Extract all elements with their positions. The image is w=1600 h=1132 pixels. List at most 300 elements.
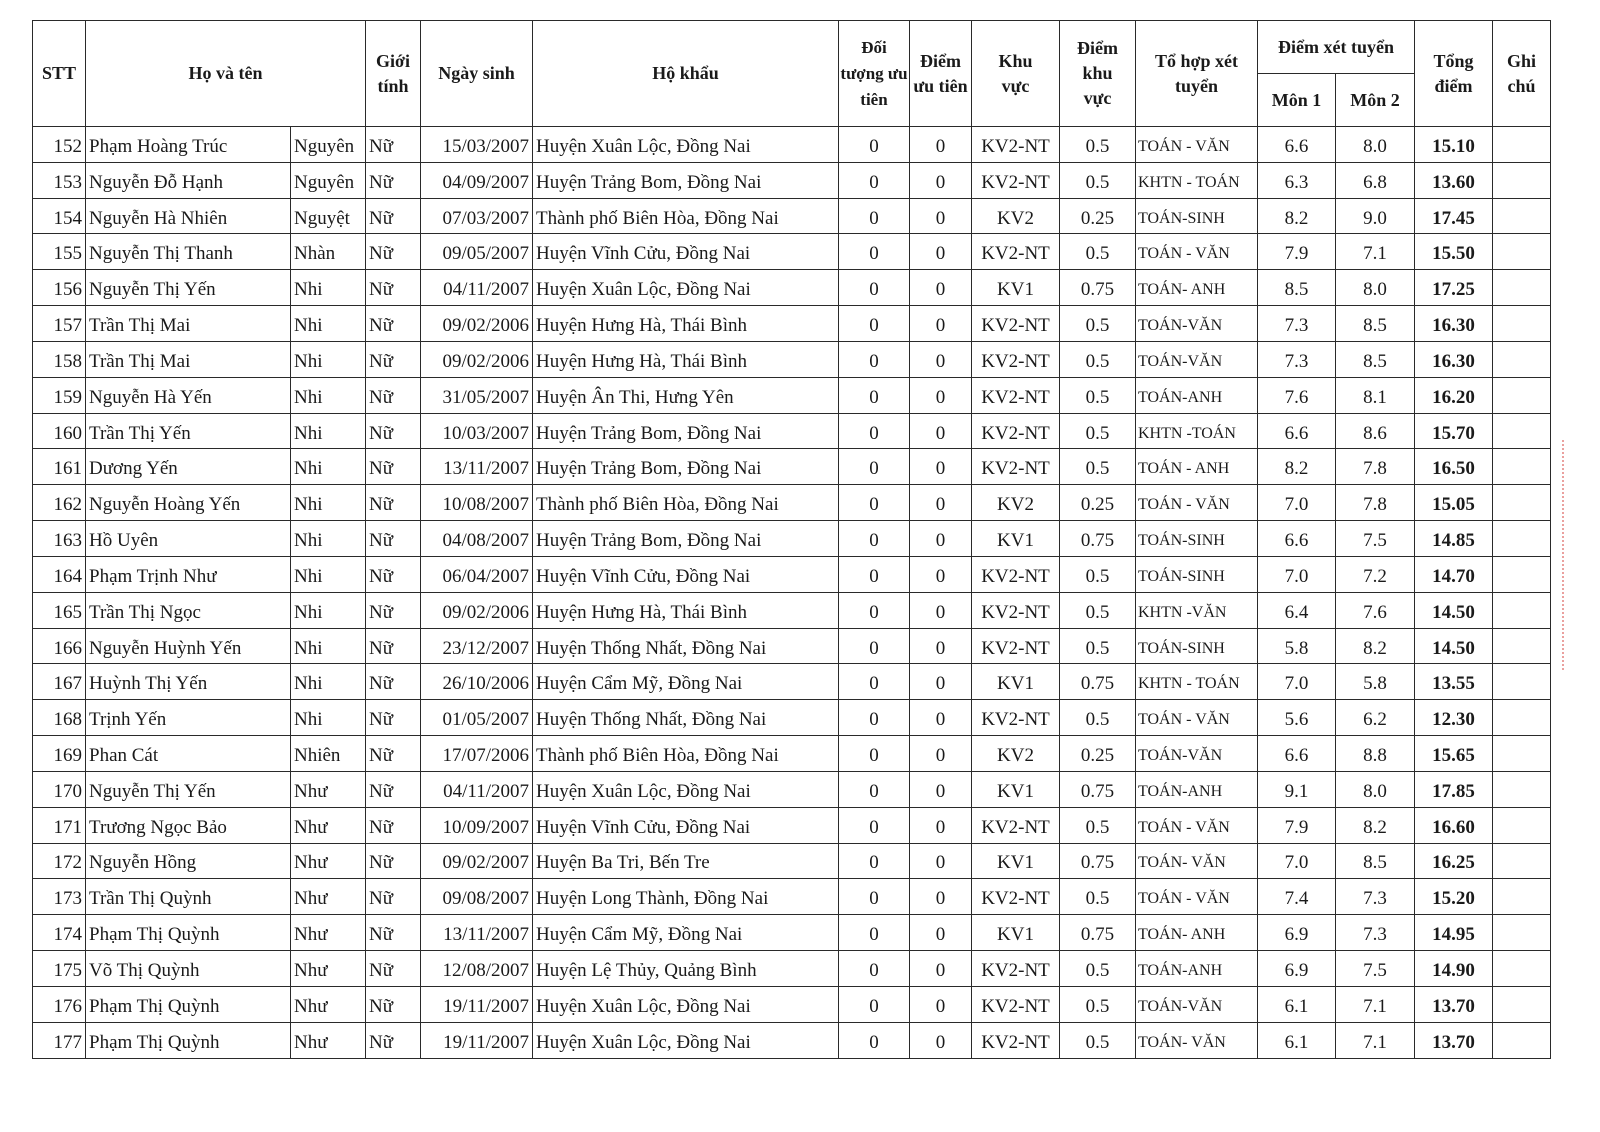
cell-given-name: Nhi [291,485,366,521]
cell-priority-group: 0 [839,915,910,951]
cell-dob: 15/03/2007 [421,127,533,163]
cell-region-score: 0.5 [1060,879,1136,915]
cell-dob: 09/02/2006 [421,592,533,628]
cell-given-name: Nhiên [291,736,366,772]
table-row [33,270,1551,306]
cell-stt: 156 [33,270,86,306]
cell-priority-group: 0 [839,234,910,270]
cell-subject-2: 7.1 [1336,986,1415,1022]
cell-dob: 04/09/2007 [421,162,533,198]
cell-dob: 26/10/2006 [421,664,533,700]
table-row [33,234,1551,270]
cell-surname: Dương Yến [86,449,291,485]
cell-hometown: Huyện Hưng Hà, Thái Bình [533,592,839,628]
cell-subject-1: 5.6 [1258,700,1336,736]
cell-gender: Nữ [366,879,421,915]
table-row [33,664,1551,700]
cell-given-name: Như [291,771,366,807]
cell-subject-1: 7.3 [1258,341,1336,377]
cell-subject-2: 7.5 [1336,521,1415,557]
cell-hometown: Huyện Vĩnh Cửu, Đồng Nai [533,807,839,843]
cell-priority-group: 0 [839,807,910,843]
table-row [33,628,1551,664]
cell-dob: 09/02/2006 [421,306,533,342]
cell-priority-group: 0 [839,700,910,736]
cell-hometown: Huyện Xuân Lộc, Đồng Nai [533,270,839,306]
cell-surname: Nguyễn Huỳnh Yến [86,628,291,664]
cell-surname: Phạm Thị Quỳnh [86,986,291,1022]
cell-surname: Nguyễn Hoàng Yến [86,485,291,521]
cell-subject-2: 8.5 [1336,341,1415,377]
cell-given-name: Nhi [291,377,366,413]
cell-priority-score: 0 [910,127,972,163]
cell-total: 14.50 [1415,592,1493,628]
cell-stt: 176 [33,986,86,1022]
cell-surname: Nguyễn Thị Thanh [86,234,291,270]
header-gender: Giới tính [366,21,421,127]
cell-dob: 13/11/2007 [421,449,533,485]
cell-priority-score: 0 [910,270,972,306]
cell-subject-2: 9.0 [1336,198,1415,234]
cell-subject-2: 8.5 [1336,306,1415,342]
cell-hometown: Huyện Hưng Hà, Thái Bình [533,341,839,377]
header-subject-2: Môn 2 [1336,74,1415,127]
cell-priority-group: 0 [839,592,910,628]
cell-region-score: 0.5 [1060,449,1136,485]
cell-note [1493,879,1551,915]
cell-given-name: Nhi [291,270,366,306]
cell-combo: TOÁN - VĂN [1136,234,1258,270]
cell-total: 14.70 [1415,556,1493,592]
header-region-score: Điểm khu vực [1060,21,1136,127]
cell-gender: Nữ [366,377,421,413]
cell-gender: Nữ [366,986,421,1022]
cell-priority-group: 0 [839,198,910,234]
cell-region: KV1 [972,270,1060,306]
cell-subject-1: 5.8 [1258,628,1336,664]
cell-combo: TOÁN-SINH [1136,556,1258,592]
cell-note [1493,843,1551,879]
cell-surname: Nguyễn Thị Yến [86,771,291,807]
cell-stt: 160 [33,413,86,449]
cell-dob: 09/02/2006 [421,341,533,377]
cell-priority-score: 0 [910,843,972,879]
cell-priority-score: 0 [910,306,972,342]
header-dob: Ngày sinh [421,21,533,127]
cell-priority-group: 0 [839,413,910,449]
cell-subject-1: 6.9 [1258,915,1336,951]
cell-stt: 152 [33,127,86,163]
cell-dob: 09/02/2007 [421,843,533,879]
table-header [33,21,1551,127]
cell-dob: 01/05/2007 [421,700,533,736]
cell-priority-group: 0 [839,485,910,521]
header-priority-score: Điểm ưu tiên [910,21,972,127]
cell-priority-group: 0 [839,771,910,807]
cell-hometown: Huyện Trảng Bom, Đồng Nai [533,449,839,485]
cell-subject-2: 6.8 [1336,162,1415,198]
cell-priority-group: 0 [839,127,910,163]
cell-gender: Nữ [366,234,421,270]
cell-given-name: Nhi [291,341,366,377]
cell-total: 17.25 [1415,270,1493,306]
cell-dob: 10/08/2007 [421,485,533,521]
cell-subject-1: 7.9 [1258,234,1336,270]
cell-hometown: Thành phố Biên Hòa, Đồng Nai [533,736,839,772]
table-row [33,198,1551,234]
cell-region-score: 0.5 [1060,341,1136,377]
cell-surname: Phan Cát [86,736,291,772]
cell-stt: 165 [33,592,86,628]
cell-note [1493,341,1551,377]
cell-priority-group: 0 [839,628,910,664]
cell-surname: Hồ Uyên [86,521,291,557]
cell-hometown: Huyện Xuân Lộc, Đồng Nai [533,771,839,807]
cell-region: KV2-NT [972,306,1060,342]
cell-priority-score: 0 [910,628,972,664]
cell-subject-1: 7.0 [1258,664,1336,700]
cell-subject-2: 7.2 [1336,556,1415,592]
cell-total: 14.85 [1415,521,1493,557]
cell-priority-group: 0 [839,556,910,592]
cell-given-name: Nhi [291,449,366,485]
cell-subject-1: 6.9 [1258,951,1336,987]
cell-stt: 168 [33,700,86,736]
cell-hometown: Huyện Xuân Lộc, Đồng Nai [533,1022,839,1058]
cell-dob: 07/03/2007 [421,198,533,234]
cell-dob: 06/04/2007 [421,556,533,592]
cell-subject-1: 6.1 [1258,986,1336,1022]
cell-priority-score: 0 [910,807,972,843]
cell-surname: Trương Ngọc Bảo [86,807,291,843]
cell-subject-2: 8.1 [1336,377,1415,413]
cell-given-name: Như [291,807,366,843]
cell-surname: Nguyễn Đỗ Hạnh [86,162,291,198]
cell-combo: TOÁN- VĂN [1136,1022,1258,1058]
cell-gender: Nữ [366,556,421,592]
cell-note [1493,986,1551,1022]
cell-priority-group: 0 [839,1022,910,1058]
cell-surname: Trần Thị Yến [86,413,291,449]
cell-gender: Nữ [366,521,421,557]
cell-stt: 154 [33,198,86,234]
cell-note [1493,736,1551,772]
cell-hometown: Thành phố Biên Hòa, Đồng Nai [533,485,839,521]
cell-gender: Nữ [366,664,421,700]
cell-priority-score: 0 [910,449,972,485]
cell-priority-group: 0 [839,879,910,915]
header-region: Khu vực [972,21,1060,127]
cell-surname: Phạm Hoàng Trúc [86,127,291,163]
cell-combo: TOÁN-ANH [1136,377,1258,413]
header-admission-scores: Điểm xét tuyển [1258,21,1415,74]
cell-dob: 04/11/2007 [421,270,533,306]
cell-note [1493,700,1551,736]
cell-total: 15.50 [1415,234,1493,270]
cell-region-score: 0.5 [1060,986,1136,1022]
cell-combo: TOÁN - ANH [1136,449,1258,485]
cell-hometown: Huyện Long Thành, Đồng Nai [533,879,839,915]
cell-hometown: Thành phố Biên Hòa, Đồng Nai [533,198,839,234]
header-stt: STT [33,21,86,127]
cell-subject-2: 8.8 [1336,736,1415,772]
cell-region: KV2 [972,198,1060,234]
red-stamp-edge [1562,440,1600,670]
cell-priority-score: 0 [910,198,972,234]
cell-stt: 166 [33,628,86,664]
cell-total: 17.45 [1415,198,1493,234]
cell-priority-group: 0 [839,521,910,557]
cell-note [1493,556,1551,592]
cell-stt: 155 [33,234,86,270]
cell-note [1493,270,1551,306]
cell-subject-1: 7.6 [1258,377,1336,413]
cell-combo: TOÁN-ANH [1136,951,1258,987]
cell-total: 16.60 [1415,807,1493,843]
cell-region-score: 0.75 [1060,771,1136,807]
cell-hometown: Huyện Xuân Lộc, Đồng Nai [533,127,839,163]
cell-stt: 162 [33,485,86,521]
cell-given-name: Nhi [291,413,366,449]
cell-priority-score: 0 [910,700,972,736]
table-row [33,556,1551,592]
cell-subject-1: 8.2 [1258,198,1336,234]
cell-hometown: Huyện Thống Nhất, Đồng Nai [533,628,839,664]
table-row [33,807,1551,843]
table-row [33,306,1551,342]
cell-total: 15.70 [1415,413,1493,449]
cell-stt: 170 [33,771,86,807]
cell-region-score: 0.5 [1060,162,1136,198]
table-row [33,377,1551,413]
cell-given-name: Nhi [291,700,366,736]
cell-subject-2: 7.8 [1336,485,1415,521]
cell-priority-score: 0 [910,556,972,592]
cell-region-score: 0.5 [1060,413,1136,449]
cell-note [1493,664,1551,700]
cell-priority-score: 0 [910,951,972,987]
cell-region-score: 0.5 [1060,556,1136,592]
cell-given-name: Nhi [291,521,366,557]
cell-combo: TOÁN- ANH [1136,270,1258,306]
cell-hometown: Huyện Hưng Hà, Thái Bình [533,306,839,342]
cell-dob: 19/11/2007 [421,986,533,1022]
cell-subject-1: 7.0 [1258,843,1336,879]
cell-note [1493,951,1551,987]
cell-priority-score: 0 [910,879,972,915]
cell-hometown: Huyện Vĩnh Cửu, Đồng Nai [533,556,839,592]
header-priority-group: Đối tượng ưu tiên [839,21,910,127]
cell-subject-2: 8.2 [1336,628,1415,664]
cell-dob: 09/08/2007 [421,879,533,915]
cell-subject-1: 7.0 [1258,556,1336,592]
cell-priority-group: 0 [839,341,910,377]
cell-subject-2: 8.6 [1336,413,1415,449]
cell-region-score: 0.75 [1060,843,1136,879]
cell-region: KV2-NT [972,951,1060,987]
cell-subject-2: 7.8 [1336,449,1415,485]
cell-hometown: Huyện Thống Nhất, Đồng Nai [533,700,839,736]
cell-subject-1: 6.3 [1258,162,1336,198]
cell-region: KV2-NT [972,879,1060,915]
cell-note [1493,592,1551,628]
cell-priority-group: 0 [839,449,910,485]
cell-priority-group: 0 [839,843,910,879]
cell-region: KV2-NT [972,1022,1060,1058]
cell-total: 17.85 [1415,771,1493,807]
cell-surname: Trịnh Yến [86,700,291,736]
cell-priority-score: 0 [910,915,972,951]
cell-note [1493,198,1551,234]
cell-region: KV2-NT [972,162,1060,198]
cell-subject-2: 6.2 [1336,700,1415,736]
cell-priority-group: 0 [839,736,910,772]
cell-surname: Phạm Thị Quỳnh [86,915,291,951]
cell-note [1493,521,1551,557]
cell-region-score: 0.5 [1060,628,1136,664]
cell-region-score: 0.5 [1060,377,1136,413]
cell-dob: 19/11/2007 [421,1022,533,1058]
cell-total: 16.25 [1415,843,1493,879]
cell-dob: 04/11/2007 [421,771,533,807]
cell-surname: Nguyễn Hồng [86,843,291,879]
table-row [33,736,1551,772]
table-row [33,951,1551,987]
cell-hometown: Huyện Ba Tri, Bến Tre [533,843,839,879]
cell-total: 13.60 [1415,162,1493,198]
cell-stt: 173 [33,879,86,915]
table-row [33,915,1551,951]
cell-subject-2: 7.3 [1336,915,1415,951]
header-name: Họ và tên [86,21,366,127]
cell-stt: 174 [33,915,86,951]
table-row [33,485,1551,521]
cell-given-name: Nhi [291,556,366,592]
cell-given-name: Như [291,1022,366,1058]
cell-subject-1: 8.5 [1258,270,1336,306]
cell-region-score: 0.5 [1060,700,1136,736]
cell-given-name: Như [291,951,366,987]
cell-region-score: 0.75 [1060,521,1136,557]
cell-combo: TOÁN-SINH [1136,628,1258,664]
cell-total: 14.95 [1415,915,1493,951]
cell-priority-score: 0 [910,664,972,700]
cell-gender: Nữ [366,485,421,521]
cell-region: KV2-NT [972,986,1060,1022]
cell-subject-1: 6.1 [1258,1022,1336,1058]
cell-stt: 167 [33,664,86,700]
cell-given-name: Nguyệt [291,198,366,234]
cell-combo: TOÁN - VĂN [1136,807,1258,843]
cell-total: 15.10 [1415,127,1493,163]
cell-priority-score: 0 [910,162,972,198]
cell-total: 14.50 [1415,628,1493,664]
cell-subject-2: 7.1 [1336,1022,1415,1058]
cell-priority-group: 0 [839,377,910,413]
cell-combo: TOÁN - VĂN [1136,127,1258,163]
cell-hometown: Huyện Cẩm Mỹ, Đồng Nai [533,915,839,951]
cell-given-name: Nhàn [291,234,366,270]
cell-note [1493,377,1551,413]
cell-region-score: 0.5 [1060,592,1136,628]
cell-given-name: Nhi [291,592,366,628]
cell-stt: 157 [33,306,86,342]
cell-stt: 169 [33,736,86,772]
cell-total: 13.55 [1415,664,1493,700]
cell-region: KV1 [972,521,1060,557]
cell-dob: 10/03/2007 [421,413,533,449]
cell-priority-score: 0 [910,413,972,449]
cell-region: KV1 [972,771,1060,807]
cell-subject-1: 6.6 [1258,736,1336,772]
cell-given-name: Nhi [291,306,366,342]
cell-subject-1: 7.4 [1258,879,1336,915]
cell-region: KV2-NT [972,556,1060,592]
cell-gender: Nữ [366,771,421,807]
cell-combo: TOÁN - VĂN [1136,485,1258,521]
cell-hometown: Huyện Lệ Thủy, Quảng Bình [533,951,839,987]
cell-given-name: Như [291,915,366,951]
cell-note [1493,234,1551,270]
table-row [33,700,1551,736]
cell-subject-1: 8.2 [1258,449,1336,485]
cell-total: 13.70 [1415,986,1493,1022]
cell-total: 16.50 [1415,449,1493,485]
cell-region-score: 0.5 [1060,127,1136,163]
cell-gender: Nữ [366,736,421,772]
cell-combo: KHTN - TOÁN [1136,664,1258,700]
cell-stt: 161 [33,449,86,485]
cell-region-score: 0.75 [1060,915,1136,951]
cell-hometown: Huyện Xuân Lộc, Đồng Nai [533,986,839,1022]
cell-gender: Nữ [366,270,421,306]
cell-given-name: Như [291,843,366,879]
cell-dob: 13/11/2007 [421,915,533,951]
cell-gender: Nữ [366,807,421,843]
cell-combo: TOÁN-VĂN [1136,986,1258,1022]
cell-combo: TOÁN-VĂN [1136,341,1258,377]
cell-total: 12.30 [1415,700,1493,736]
cell-region-score: 0.75 [1060,270,1136,306]
cell-region: KV2-NT [972,449,1060,485]
cell-combo: TOÁN - VĂN [1136,879,1258,915]
cell-priority-score: 0 [910,377,972,413]
cell-priority-group: 0 [839,162,910,198]
cell-subject-1: 6.6 [1258,127,1336,163]
cell-stt: 159 [33,377,86,413]
cell-combo: TOÁN-ANH [1136,771,1258,807]
cell-given-name: Nhi [291,664,366,700]
cell-surname: Nguyễn Hà Yến [86,377,291,413]
cell-region-score: 0.25 [1060,198,1136,234]
table-row [33,521,1551,557]
cell-note [1493,162,1551,198]
cell-region: KV2-NT [972,377,1060,413]
cell-hometown: Huyện Trảng Bom, Đồng Nai [533,413,839,449]
cell-subject-2: 8.5 [1336,843,1415,879]
cell-subject-2: 8.0 [1336,127,1415,163]
cell-priority-score: 0 [910,521,972,557]
cell-subject-1: 7.9 [1258,807,1336,843]
cell-combo: TOÁN-VĂN [1136,736,1258,772]
cell-region-score: 0.25 [1060,485,1136,521]
cell-surname: Nguyễn Thị Yến [86,270,291,306]
cell-region: KV2-NT [972,628,1060,664]
cell-subject-2: 7.1 [1336,234,1415,270]
cell-dob: 10/09/2007 [421,807,533,843]
cell-surname: Trần Thị Ngọc [86,592,291,628]
cell-subject-1: 6.4 [1258,592,1336,628]
